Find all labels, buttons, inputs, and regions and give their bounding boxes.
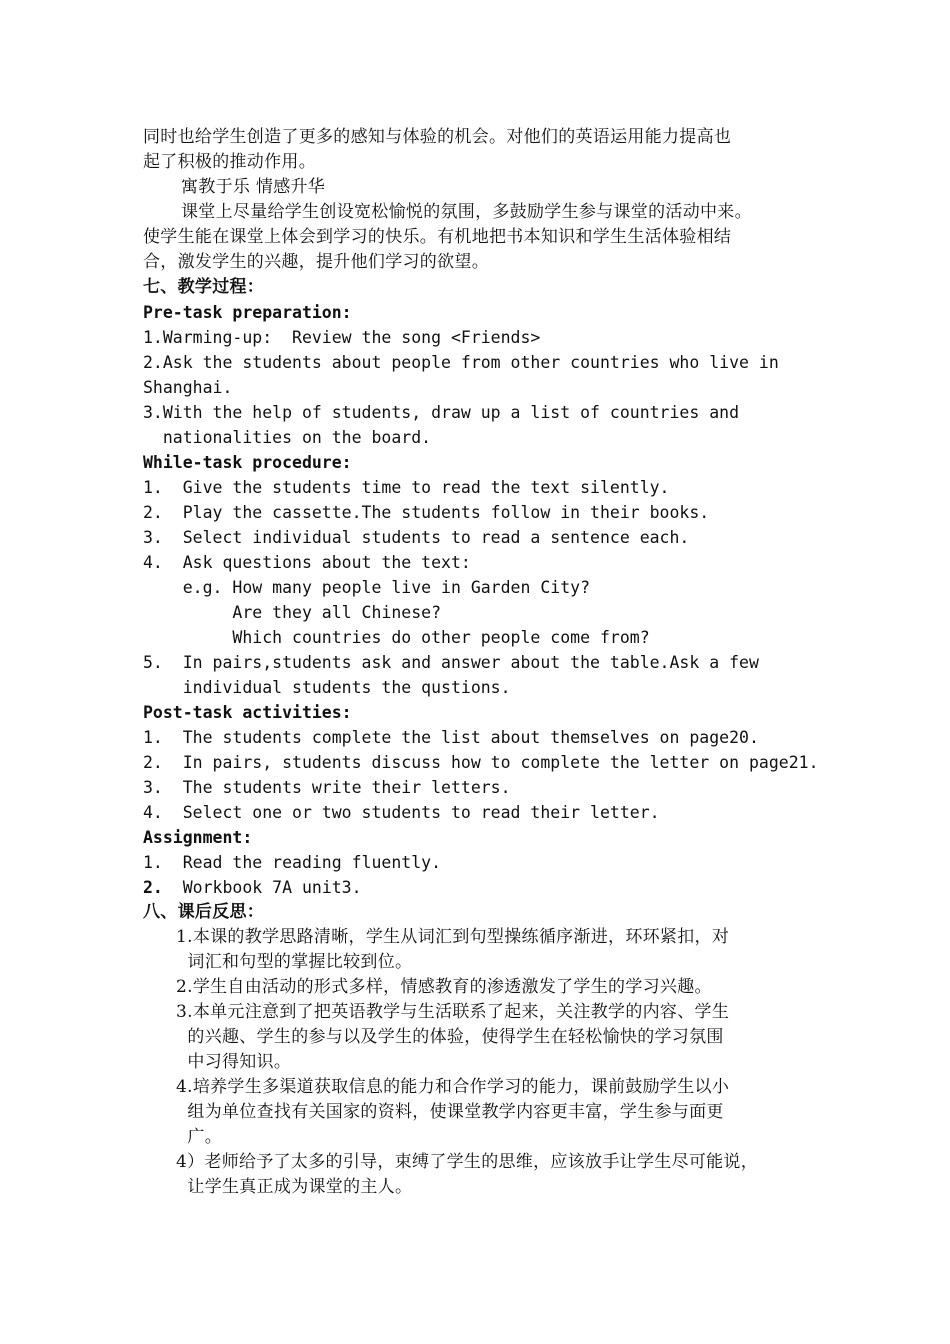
list-item: Shanghai. — [143, 378, 233, 397]
reflection-item: 3.本单元注意到了把英语教学与生活联系了起来，关注教学的内容、学生 — [176, 1002, 730, 1022]
list-item: 1.Warming-up: Review the song <Friends> — [143, 328, 541, 347]
while-task-heading: While-task procedure: — [143, 453, 352, 472]
reflection-item: 组为单位查找有关国家的资料，使课堂教学内容更丰富，学生参与面更 — [176, 1102, 724, 1122]
reflection-item: 2.学生自由活动的形式多样，情感教育的渗透激发了学生的学习兴趣。 — [176, 977, 712, 997]
assignment-heading: Assignment: — [143, 828, 253, 847]
list-item: 4. Select one or two students to read their letter. — [143, 803, 660, 822]
list-item: 3. Select individual students to read a sentence each. — [143, 528, 690, 547]
reflection-item: 4.培养学生多渠道获取信息的能力和合作学习的能力，课前鼓励学生以小 — [176, 1077, 730, 1097]
list-item: 4. Ask questions about the text: — [143, 553, 471, 572]
reflection-item: 中习得知识。 — [176, 1052, 292, 1072]
reflection-item: 让学生真正成为课堂的主人。 — [176, 1177, 413, 1197]
section-heading-teaching-process: 七、教学过程： — [143, 277, 265, 297]
intro-line: 起了积极的推动作用。 — [143, 152, 316, 172]
reflection-item: 1.本课的教学思路清晰，学生从词汇到句型操练循序渐进，环环紧扣，对 — [176, 927, 730, 947]
intro-paragraph-line: 使学生能在课堂上体会到学习的快乐。有机地把书本知识和学生生活体验相结 — [143, 227, 732, 247]
reflection-item: 4）老师给予了太多的引导，束缚了学生的思维，应该放手让学生尽可能说， — [176, 1152, 759, 1172]
reflection-item: 的兴趣、学生的参与以及学生的体验，使得学生在轻松愉快的学习氛围 — [176, 1027, 724, 1047]
list-item: Which countries do other people come from? — [143, 628, 650, 647]
reflection-item: 词汇和句型的掌握比较到位。 — [176, 952, 413, 972]
list-item: 2.Ask the students about people from other countries who live in — [143, 353, 779, 372]
list-text: Workbook 7A unit3. — [162, 878, 362, 897]
intro-subheading: 寓教于乐 情感升华 — [181, 177, 326, 197]
section-heading-reflection: 八、课后反思： — [143, 902, 265, 922]
list-item: 2. In pairs, students discuss how to complete the letter on page21. — [143, 753, 819, 772]
list-item: 5. In pairs,students ask and answer about the table.Ask a few — [143, 653, 759, 672]
list-item: individual students the qustions. — [143, 678, 511, 697]
intro-line: 同时也给学生创造了更多的感知与体验的机会。对他们的英语运用能力提高也 — [143, 127, 732, 147]
list-item: e.g. How many people live in Garden City? — [143, 578, 591, 597]
list-item: 3.With the help of students, draw up a list of countries and — [143, 403, 740, 422]
list-item: Are they all Chinese? — [143, 603, 442, 622]
list-item: 3. The students write their letters. — [143, 778, 511, 797]
list-item: 1. The students complete the list about themselves on page20. — [143, 728, 759, 747]
list-item: 1. Read the reading fluently. — [143, 853, 442, 872]
intro-paragraph-line: 合，激发学生的兴趣，提升他们学习的欲望。 — [143, 252, 489, 272]
post-task-heading: Post-task activities: — [143, 703, 352, 722]
intro-paragraph-line: 课堂上尽量给学生创设宽松愉悦的氛围，多鼓励学生参与课堂的活动中来。 — [181, 202, 752, 222]
list-item: 1. Give the students time to read the text silently. — [143, 478, 670, 497]
list-item: nationalities on the board. — [143, 428, 432, 447]
pre-task-heading: Pre-task preparation: — [143, 303, 352, 322]
list-item — [143, 875, 362, 900]
list-number: 2. — [143, 878, 163, 897]
list-item: 2. Play the cassette.The students follow in their books. — [143, 503, 710, 522]
reflection-item: 广。 — [176, 1127, 223, 1147]
